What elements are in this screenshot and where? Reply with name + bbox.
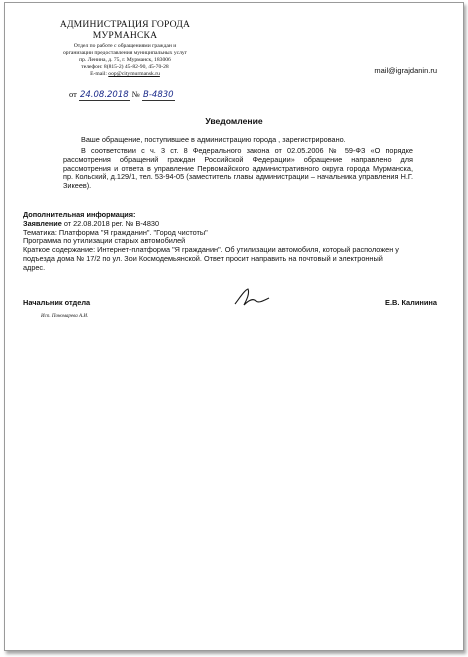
email-line (45, 71, 205, 78)
address: пр. Ленина, д. 75, г. Мурманск, 183006 (79, 57, 171, 63)
phone: телефон: 8(815-2) 45-82-90, 45-70-28 (81, 64, 169, 70)
program-line: Программа по утилизации старых автомобилей (23, 236, 186, 246)
registration-line (69, 89, 175, 100)
signer-position: Начальник отдела (23, 298, 91, 307)
email-link[interactable]: oop@citymurmansk.ru (108, 71, 160, 77)
reg-number: В-4830 (143, 90, 174, 100)
document-title: Уведомление (205, 116, 263, 126)
info-heading: Дополнительная информация: (23, 210, 136, 219)
document-page (4, 2, 464, 651)
department-line1: Отдел по работе с обращениями граждан и (73, 43, 177, 49)
email-label: E-mail: (90, 71, 107, 77)
statement-label: Заявление (23, 218, 62, 228)
letterhead (45, 19, 205, 78)
reg-date: 24.08.2018 (79, 90, 129, 100)
additional-info (23, 211, 433, 273)
summary-text: Краткое содержание: Интернет-платформа "Я гражданин". Об утилизации автомобиля, который расположен у подъезда дома № 17/2 по ул. Зои Космодемьянской. Ответ просит направить на почтовый и электронный адрес. (23, 245, 399, 272)
handwritten-signature (231, 286, 273, 310)
paragraph-forwarded: В соответствии с ч. 3 ст. 8 Федерального закона от 02.05.2006 № 59-ФЗ «О порядке рассмотрения обращений граждан Российской Федерации» обращение направлено для рассмотрения и ответа в управление Первомайского административного округа города Мурманска, пр. Кольский, д.129/1, тел. 53-94-05 (заместитель главы администрации – начальника управления Н.Г. Зикеев). (63, 146, 413, 191)
topic-line: Тематика: Платформа "Я гражданин". "Город чистоты" (23, 227, 208, 237)
executor: Исп. Пономарева А.И. (41, 314, 89, 319)
recipient-email: mail@igrajdanin.ru (374, 66, 437, 75)
department-line2: организации предоставления муниципальных услуг (63, 50, 187, 56)
paragraph-registered: Ваше обращение, поступившее в администрацию города , зарегистрировано. (81, 135, 346, 144)
org-name-line1: АДМИНИСТРАЦИЯ ГОРОДА (59, 19, 191, 30)
org-name-line2: МУРМАНСКА (92, 30, 158, 41)
reg-number-prefix: № (131, 89, 140, 99)
reg-prefix: от (69, 89, 77, 99)
statement-value: от 22.08.2018 рег. № В-4830 (61, 218, 159, 228)
signer-name: Е.В. Калинина (385, 298, 437, 307)
